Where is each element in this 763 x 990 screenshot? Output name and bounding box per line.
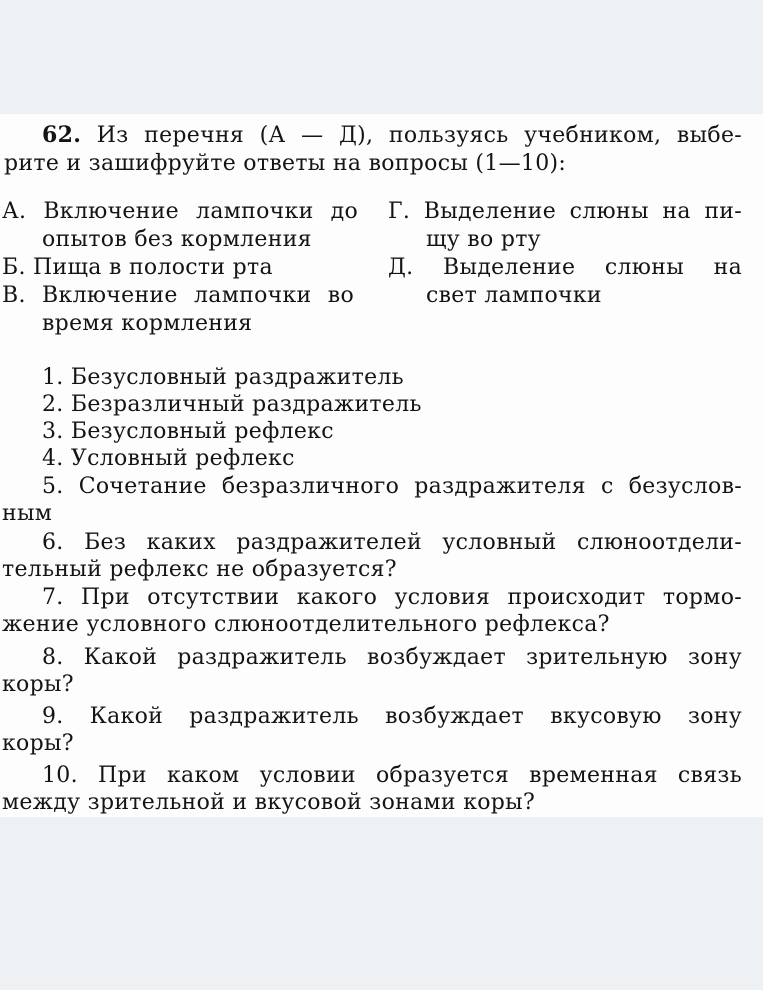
task-intro-line-2: рите и зашифруйте ответы на вопросы (1—10): [4, 151, 567, 176]
question-9-line-2: коры? [2, 731, 74, 756]
option-b: Б. Пища в полости рта [2, 255, 273, 280]
question-5-line-1: 5. Сочетание безразличного раздражителя с безуслов- [42, 474, 742, 499]
question-2: 2. Безразличный раздражитель [42, 392, 422, 417]
question-5-line-2: ным [2, 501, 53, 526]
question-7-line-1: 7. При отсутствии какого условия происходит тормо- [42, 585, 742, 610]
textbook-page [0, 114, 763, 817]
option-d-line-2: свет лампочки [426, 283, 602, 308]
option-g-line-1: Г. Выделение слюны на пи- [388, 199, 742, 224]
option-v-line-2: время кормления [42, 311, 253, 336]
question-9-line-1: 9. Какой раздражитель возбуждает вкусовую зону [42, 704, 742, 729]
question-8-line-1: 8. Какой раздражитель возбуждает зрительную зону [42, 645, 742, 670]
question-6-line-2: тельный рефлекс не образуется? [2, 557, 397, 582]
task-intro-text: Из перечня (А — Д), пользуясь учебником, выбе- [96, 123, 742, 148]
option-a-line-1: А. Включение лампочки до [2, 199, 358, 224]
option-d-line-1: Д. Выделение слюны на [388, 255, 742, 280]
question-6-line-1: 6. Без каких раздражителей условный слюноотдели- [42, 530, 742, 555]
question-7-line-2: жение условного слюноотделительного рефлекса? [2, 612, 610, 637]
option-g-line-2: щу во рту [426, 227, 541, 252]
question-10-line-2: между зрительной и вкусовой зонами коры? [2, 790, 536, 815]
option-v-line-1: В. Включение лампочки во [2, 283, 354, 308]
task-number: 62. [42, 122, 82, 148]
question-4: 4. Условный рефлекс [42, 446, 295, 471]
option-a-line-2: опытов без кормления [42, 227, 312, 252]
question-10-line-1: 10. При каком условии образуется временная связь [42, 763, 742, 788]
question-8-line-2: коры? [2, 672, 74, 697]
question-3: 3. Безусловный рефлекс [42, 419, 334, 444]
question-1: 1. Безусловный раздражитель [42, 365, 404, 390]
task-intro-line-1 [42, 122, 742, 149]
